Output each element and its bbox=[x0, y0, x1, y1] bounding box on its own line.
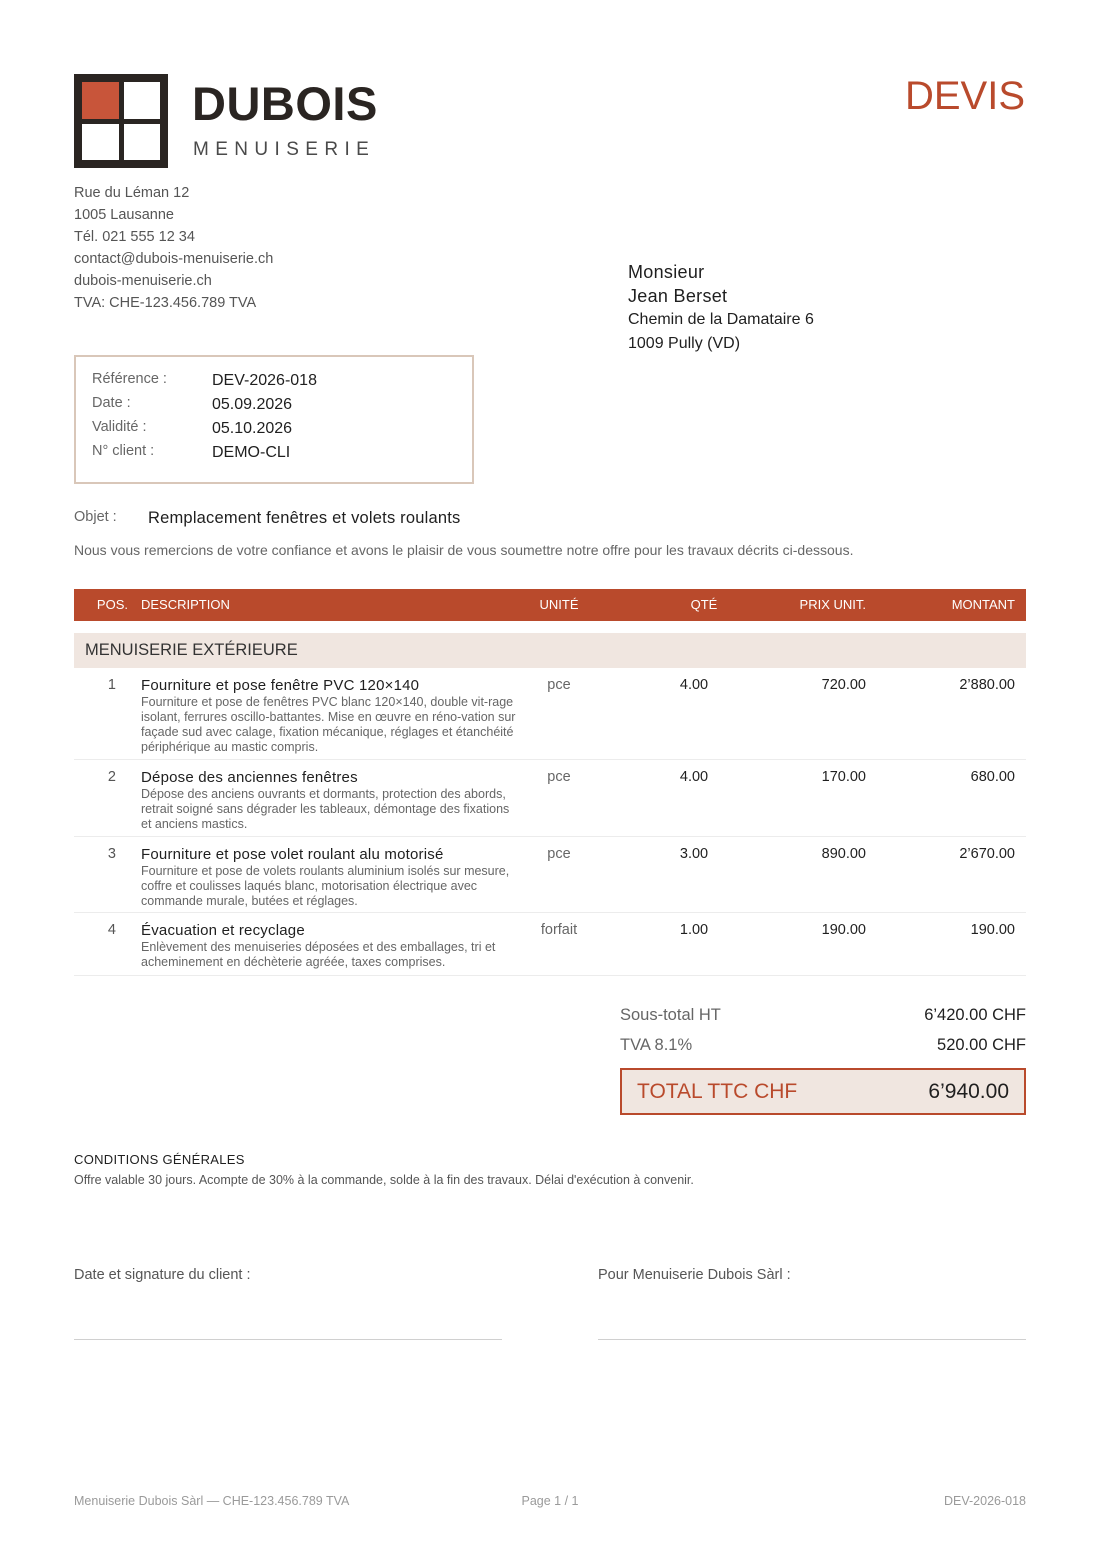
item-pos: 1 bbox=[107, 677, 116, 693]
footer-reference: DEV-2026-018 bbox=[943, 1494, 1026, 1508]
footer-company: Menuiserie Dubois Sàrl — CHE-123.456.789 TVA bbox=[74, 1494, 350, 1508]
item-qty: 3.00 bbox=[679, 846, 709, 862]
item-unit: pce bbox=[547, 846, 571, 862]
item-qty: 1.00 bbox=[679, 922, 709, 938]
item-unit: pce bbox=[547, 769, 571, 785]
client-number-label: N° client : bbox=[92, 443, 155, 459]
sender-city: 1005 Lausanne bbox=[74, 207, 174, 223]
section-header bbox=[74, 633, 1026, 668]
intro-text: Nous vous remercions de votre confiance et avons le plaisir de vous soumettre notre offre pour les travaux décrits ci-dessous. bbox=[74, 542, 854, 558]
vat-value: 520.00 CHF bbox=[937, 1036, 1026, 1054]
document-type: DEVIS bbox=[904, 74, 1025, 118]
table-row bbox=[74, 760, 1026, 837]
table-row bbox=[74, 913, 1026, 976]
client-signature-label: Date et signature du client : bbox=[74, 1267, 251, 1283]
item-description bbox=[141, 676, 516, 755]
item-title: Évacuation et recyclage bbox=[141, 922, 305, 939]
item-qty: 4.00 bbox=[679, 769, 709, 785]
total-value: 6’940.00 bbox=[928, 1080, 1009, 1103]
reference-box bbox=[74, 355, 474, 484]
sender-street: Rue du Léman 12 bbox=[74, 185, 190, 201]
header-price: PRIX UNIT. bbox=[799, 597, 866, 612]
header-unit: UNITÉ bbox=[539, 597, 579, 612]
reference-label: Référence : bbox=[92, 371, 167, 387]
item-text: Fourniture et pose de volets roulants aluminium isolés sur mesure, coffre et coulisses laqués blanc, motorisation électrique avec commande murale, butées et réglages. bbox=[141, 864, 510, 908]
sender-phone: Tél. 021 555 12 34 bbox=[74, 229, 195, 245]
section-title: MENUISERIE EXTÉRIEURE bbox=[85, 641, 298, 659]
item-price: 190.00 bbox=[821, 922, 866, 938]
reference-value: DEV-2026-018 bbox=[212, 372, 317, 389]
client-signature-line bbox=[74, 1339, 502, 1340]
sender-website: dubois-menuiserie.ch bbox=[74, 273, 212, 289]
date-value: 05.09.2026 bbox=[212, 396, 293, 413]
subtotal-value: 6’420.00 CHF bbox=[924, 1006, 1026, 1024]
company-signature-line bbox=[598, 1339, 1026, 1340]
item-unit: pce bbox=[547, 677, 571, 693]
company-signature-label: Pour Menuiserie Dubois Sàrl : bbox=[598, 1267, 791, 1283]
header-description: DESCRIPTION bbox=[141, 597, 230, 612]
item-text: Enlèvement des menuiseries déposées et des emballages, tri et acheminement en déchèterie agréée, taxes comprises. bbox=[141, 940, 496, 969]
item-description bbox=[141, 845, 516, 909]
header-qty: QTÉ bbox=[690, 597, 718, 612]
item-text: Fourniture et pose de fenêtres PVC blanc 120×140, double vit-rage isolant, ferrures oscillo-battantes. Mise en œuvre en réno-vation sur façade sud avec calage, fixation mécanique, réglages et étanchéité périphérique au mastic compris. bbox=[141, 695, 516, 754]
total-label: TOTAL TTC CHF bbox=[637, 1080, 798, 1103]
table-row bbox=[74, 837, 1026, 913]
item-pos: 2 bbox=[107, 769, 116, 785]
conditions-title: CONDITIONS GÉNÉRALES bbox=[74, 1152, 245, 1167]
item-price: 720.00 bbox=[821, 677, 866, 693]
item-description bbox=[141, 768, 516, 832]
item-description bbox=[141, 921, 516, 970]
item-amount: 2’670.00 bbox=[959, 846, 1015, 862]
sender-address bbox=[74, 182, 273, 314]
subtotal-label: Sous-total HT bbox=[620, 1006, 721, 1024]
sender-email: contact@dubois-menuiserie.ch bbox=[74, 251, 274, 267]
validity-value: 05.10.2026 bbox=[212, 420, 293, 437]
table-row bbox=[74, 668, 1026, 760]
item-title: Fourniture et pose volet roulant alu motorisé bbox=[141, 846, 444, 863]
vat-label: TVA 8.1% bbox=[620, 1036, 693, 1054]
table-header bbox=[74, 589, 1026, 621]
recipient-name: Jean Berset bbox=[628, 286, 728, 306]
item-amount: 680.00 bbox=[970, 769, 1015, 785]
item-title: Fourniture et pose fenêtre PVC 120×140 bbox=[141, 677, 420, 694]
item-text: Dépose des anciens ouvrants et dormants, protection des abords, retrait soigné sans dégrader les tableaux, démontage des fixations et anciens mastics. bbox=[141, 787, 510, 831]
item-amount: 2’880.00 bbox=[959, 677, 1015, 693]
item-price: 170.00 bbox=[821, 769, 866, 785]
brand-name: DUBOIS bbox=[192, 77, 378, 130]
sender-vat: TVA: CHE-123.456.789 TVA bbox=[74, 295, 257, 311]
company-logo bbox=[74, 74, 168, 168]
date-label: Date : bbox=[92, 395, 131, 411]
footer-page-number: Page 1 / 1 bbox=[521, 1494, 579, 1508]
validity-label: Validité : bbox=[92, 419, 147, 435]
item-title: Dépose des anciennes fenêtres bbox=[141, 769, 358, 786]
item-pos: 4 bbox=[107, 922, 116, 938]
conditions-text: Offre valable 30 jours. Acompte de 30% à la commande, solde à la fin des travaux. Délai d'exécution à convenir. bbox=[74, 1173, 694, 1187]
item-qty: 4.00 bbox=[679, 677, 709, 693]
header-amount: MONTANT bbox=[951, 597, 1015, 612]
item-pos: 3 bbox=[107, 846, 116, 862]
client-number-value: DEMO-CLI bbox=[212, 444, 291, 461]
item-amount: 190.00 bbox=[970, 922, 1015, 938]
recipient-salutation: Monsieur bbox=[628, 262, 705, 282]
total-box bbox=[620, 1068, 1026, 1115]
recipient-street: Chemin de la Damataire 6 bbox=[628, 311, 814, 328]
header-pos: POS. bbox=[96, 597, 128, 612]
item-price: 890.00 bbox=[821, 846, 866, 862]
item-unit: forfait bbox=[540, 922, 578, 938]
objet-label: Objet : bbox=[74, 509, 117, 525]
brand-subtitle: MENUISERIE bbox=[193, 139, 376, 160]
recipient-address bbox=[628, 260, 814, 356]
recipient-city: 1009 Pully (VD) bbox=[628, 335, 741, 352]
objet-value: Remplacement fenêtres et volets roulants bbox=[148, 509, 461, 527]
